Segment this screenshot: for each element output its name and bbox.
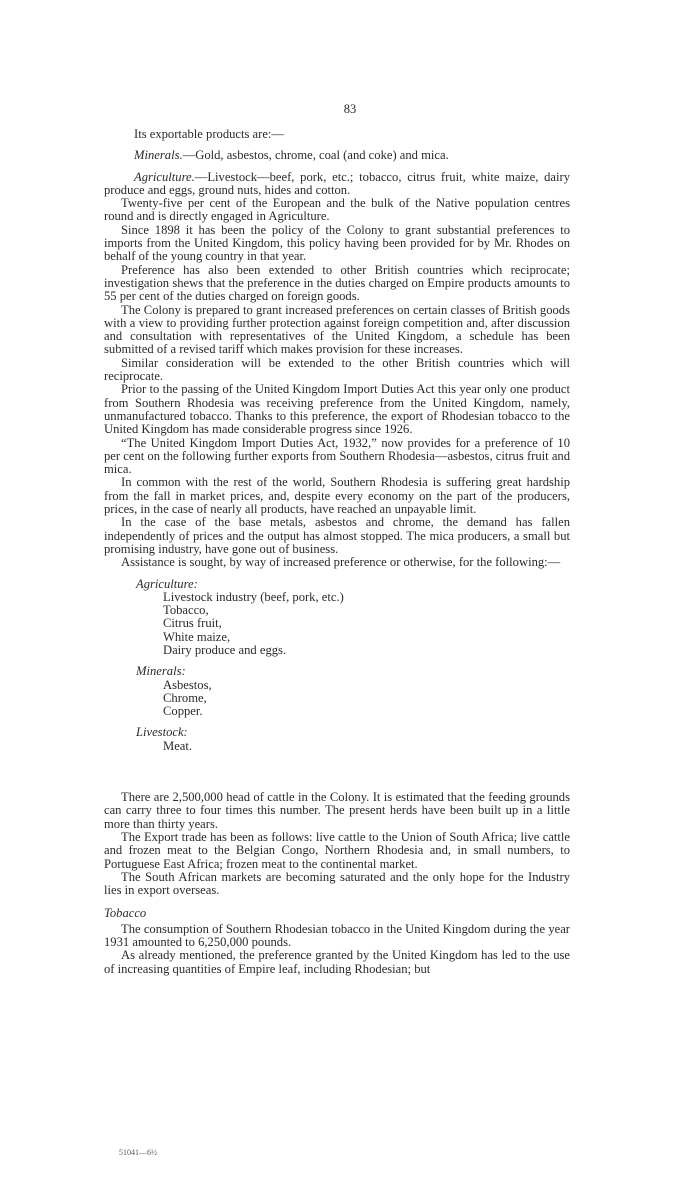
paragraph: Since 1898 it has been the policy of the Colony to grant substantial preferences to imports from the United Kingdom, this policy having been provided for by Mr. Rhodes on behalf of the young country in that year.: [104, 222, 570, 264]
paragraph: Twenty-five per cent of the European and the bulk of the Native population centres round and is directly engaged in Agriculture.: [104, 196, 570, 224]
agriculture-label: Agriculture.: [134, 169, 195, 184]
paragraph: The Colony is prepared to grant increased preferences on certain classes of British goods with a view to providing further protection against foreign competition and, after discussion and consultation with representatives of the United Kingdom, a schedule has been submitted of a revised tariff which makes provision for these increases.: [104, 302, 570, 357]
minerals-text: —Gold, asbestos, chrome, coal (and coke) and mica.: [182, 148, 449, 163]
paragraph: Assistance is sought, by way of increased preference or otherwise, for the following:—: [121, 555, 561, 570]
list-item: Chrome,: [163, 690, 207, 705]
list-item: Citrus fruit,: [163, 616, 222, 631]
agriculture-text: —Livestock—beef, pork, etc.; tobacco, citrus fruit, white maize, dairy produce and eggs, ground nuts, hides and cotton.: [104, 169, 570, 197]
list-heading-livestock: Livestock:: [136, 725, 188, 740]
list-item: Meat.: [163, 738, 193, 753]
livestock-paragraph: The South African markets are becoming saturated and the only hope for the Industry lies in export overseas.: [104, 869, 570, 898]
paragraph: Prior to the passing of the United Kingdom Import Duties Act this year only one product from Southern Rhodesia was receiving preference from the United Kingdom, namely, unmanufactured tobacco. Thanks to this preference, the export of Rhodesian tobacco to the United Kingdom has made considerable progress since 1926.: [104, 382, 570, 437]
list-item: Livestock industry (beef, pork, etc.): [163, 589, 344, 604]
paragraph: Preference has also been extended to other British countries which reciprocate; investigation shews that the preference in the duties charged on Empire products amounts to 55 per cent of the duties charged on foreign goods.: [104, 262, 570, 304]
list-item: Asbestos,: [163, 677, 212, 692]
list-item: Tobacco,: [163, 603, 209, 618]
list-heading-agriculture: Agriculture:: [136, 576, 198, 591]
tobacco-paragraph: As already mentioned, the preference granted by the United Kingdom has led to the use of increasing quantities of Empire leaf, including Rhodesian; but: [104, 948, 570, 976]
livestock-paragraph: There are 2,500,000 head of cattle in the Colony. It is estimated that the feeding grounds can carry three to four times this number. The present herds have been built up in a little more than thirty years.: [104, 790, 570, 831]
agriculture-paragraph: [104, 171, 570, 198]
intro-line: Its exportable products are:—: [134, 127, 285, 141]
page-number: 83: [343, 102, 357, 116]
paragraph: Similar consideration will be extended to the other British countries which will reciprocate.: [104, 355, 570, 384]
list-item: Copper.: [163, 704, 203, 719]
minerals-paragraph: [104, 149, 570, 162]
paragraph: In the case of the base metals, asbestos and chrome, the demand has fallen independently of prices and the output has almost stopped. The mica producers, a small but promising industry, have gone out of business.: [104, 515, 570, 556]
list-item: White maize,: [163, 629, 231, 644]
minerals-label: Minerals.: [134, 148, 183, 163]
tobacco-paragraph: The consumption of Southern Rhodesian tobacco in the United Kingdom during the year 1931 amounted to 6,250,000 pounds.: [104, 921, 570, 950]
page-body: [104, 128, 570, 976]
paragraph: “The United Kingdom Import Duties Act, 1932,” now provides for a preference of 10 per cent on the following further exports from Southern Rhodesia—asbestos, citrus fruit and mica.: [104, 435, 570, 477]
tobacco-heading: Tobacco: [104, 906, 147, 921]
paragraph: In common with the rest of the world, Southern Rhodesia is suffering great hardship from the fall in market prices, and, despite every economy on the part of the producers, prices, in the case of nearly all products, have reached an unpayable limit.: [104, 475, 570, 517]
list-item: Dairy produce and eggs.: [163, 642, 287, 657]
list-heading-minerals: Minerals:: [136, 664, 186, 679]
livestock-paragraph: The Export trade has been as follows: live cattle to the Union of South Africa; live cattle and frozen meat to the Belgian Congo, Northern Rhodesia and, in small numbers, to Portuguese East Africa; frozen meat to the continental market.: [104, 829, 570, 871]
printer-reference: 51041—6½: [119, 1148, 157, 1157]
